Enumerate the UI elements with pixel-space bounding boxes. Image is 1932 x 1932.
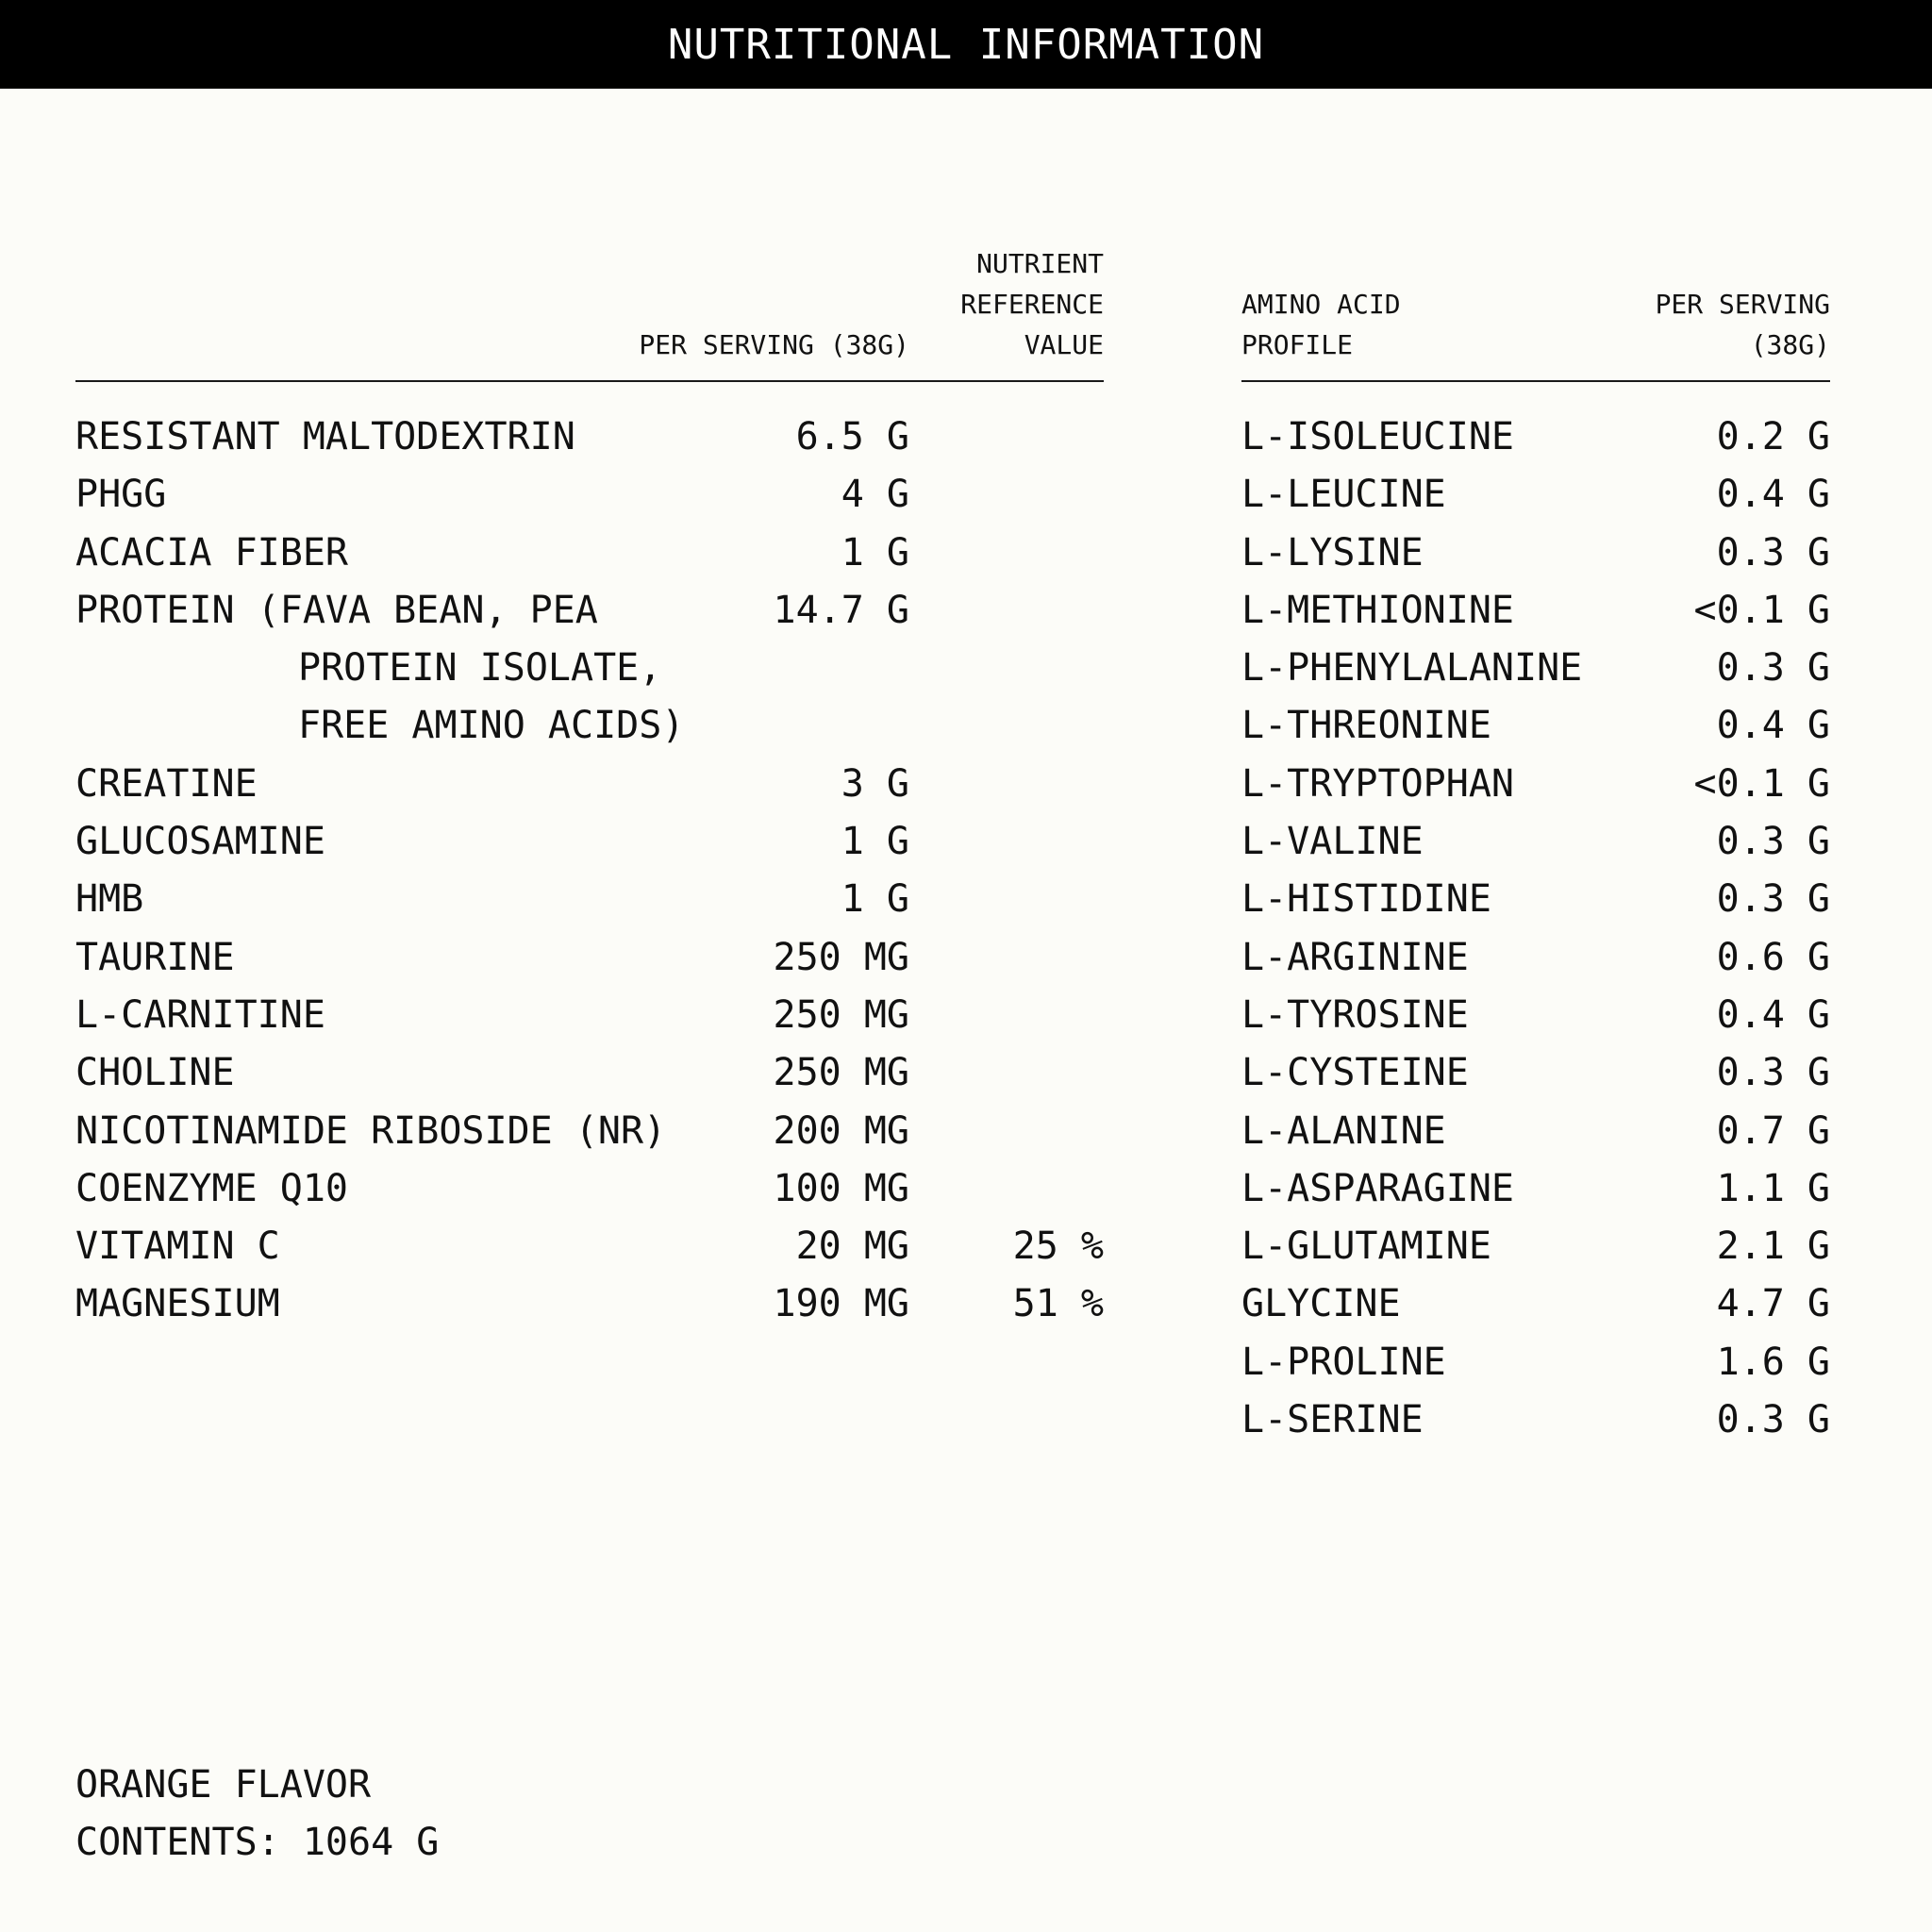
nutrient-amount: 200 MG: [773, 1108, 909, 1153]
nutrient-nrv: 25 %: [1012, 1224, 1104, 1269]
amino-acid-name: L-PROLINE: [1241, 1340, 1446, 1384]
amino-acid-table-header: [1241, 94, 1830, 382]
amino-acid-name: L-PHENYLALANINE: [1241, 646, 1583, 691]
nutrient-name: PROTEIN (FAVA BEAN, PEA: [75, 588, 598, 632]
table-row: [1241, 813, 1830, 871]
amino-acid-amount: 0.4 G: [1716, 704, 1830, 748]
page-title: NUTRITIONAL INFORMATION: [667, 20, 1265, 69]
amino-acid-name: L-TYROSINE: [1241, 992, 1469, 1037]
amino-acid-amount: 0.6 G: [1716, 935, 1830, 979]
amino-acid-name: L-THREONINE: [1241, 704, 1491, 748]
table-row: [75, 1044, 1104, 1102]
nutrient-name: VITAMIN C: [75, 1224, 280, 1269]
nutrient-name: GLUCOSAMINE: [75, 820, 325, 864]
nutrient-amount: 4 G: [841, 473, 909, 517]
table-row: [75, 929, 1104, 987]
amino-acid-amount: 0.3 G: [1716, 646, 1830, 691]
amino-acid-amount: 2.1 G: [1716, 1224, 1830, 1269]
table-row: [1241, 1160, 1830, 1218]
amino-acid-amount: 0.3 G: [1716, 530, 1830, 575]
amino-acid-amount: 1.6 G: [1716, 1340, 1830, 1384]
nutrient-amount: 1 G: [841, 820, 909, 864]
nutrient-name: MAGNESIUM: [75, 1282, 280, 1326]
amino-acid-amount: 0.3 G: [1716, 1051, 1830, 1095]
table-row: [75, 1160, 1104, 1218]
amino-acid-amount: 0.3 G: [1716, 820, 1830, 864]
amino-acid-name: L-CYSTEINE: [1241, 1051, 1469, 1095]
amino-acid-amount: <0.1 G: [1693, 588, 1830, 632]
table-row: [1241, 1275, 1830, 1333]
table-row: [1241, 640, 1830, 697]
amino-acid-name: GLYCINE: [1241, 1282, 1401, 1326]
nutrient-amount: 1 G: [841, 877, 909, 922]
amino-acid-amount: 0.3 G: [1716, 1398, 1830, 1442]
amino-acid-amount: 0.2 G: [1716, 415, 1830, 458]
nutrient-amount: 100 MG: [773, 1166, 909, 1210]
nutrient-name: ACACIA FIBER: [75, 530, 348, 575]
table-row: [75, 756, 1104, 813]
amino-acid-name: L-LEUCINE: [1241, 473, 1446, 517]
nutrient-name: TAURINE: [75, 935, 235, 979]
amino-acid-name: L-SERINE: [1241, 1398, 1424, 1442]
table-row: [75, 1103, 1104, 1160]
amino-acid-name: L-HISTIDINE: [1241, 877, 1491, 922]
table-row: [75, 525, 1104, 582]
amino-acid-table: [1241, 94, 1830, 1442]
nutrient-amount: 20 MG: [795, 1224, 909, 1269]
amino-acid-amount: <0.1 G: [1693, 761, 1830, 806]
nutrient-amount: 250 MG: [773, 935, 909, 979]
product-footer: [75, 1757, 439, 1872]
amino-acid-name: L-ASPARAGINE: [1241, 1166, 1514, 1210]
table-row: [1241, 408, 1830, 466]
amino-acid-amount: 4.7 G: [1716, 1282, 1830, 1326]
nutrient-name: HMB: [75, 877, 144, 922]
amino-acid-name: L-GLUTAMINE: [1241, 1224, 1491, 1269]
amino-acid-amount: 0.4 G: [1716, 992, 1830, 1037]
table-row-continuation: [75, 640, 1104, 697]
amino-acid-name: L-ALANINE: [1241, 1108, 1446, 1153]
nutrient-name: CHOLINE: [75, 1051, 235, 1095]
nutrient-name-continuation: PROTEIN ISOLATE,: [298, 646, 662, 691]
nutrient-name: CREATINE: [75, 761, 258, 806]
nutrient-name: NICOTINAMIDE RIBOSIDE (NR): [75, 1108, 667, 1153]
table-row: [75, 813, 1104, 871]
nutrient-amount: 250 MG: [773, 992, 909, 1037]
nutrient-amount: 190 MG: [773, 1282, 909, 1326]
nutrient-name: COENZYME Q10: [75, 1166, 348, 1210]
table-row: [75, 582, 1104, 640]
nutrient-name-continuation: FREE AMINO ACIDS): [298, 704, 685, 748]
nrv-header: NUTRIENT REFERENCE VALUE: [960, 248, 1104, 360]
nutrient-amount: 1 G: [841, 530, 909, 575]
table-row: [1241, 1334, 1830, 1391]
table-row-continuation: [75, 697, 1104, 755]
nutrient-amount: 14.7 G: [773, 588, 909, 632]
table-row: [1241, 466, 1830, 524]
amino-profile-header: AMINO ACID PROFILE: [1241, 289, 1401, 360]
amino-acid-name: L-LYSINE: [1241, 530, 1424, 575]
table-row: [75, 987, 1104, 1044]
nutrient-nrv: 51 %: [1012, 1282, 1104, 1326]
nutrient-amount: 6.5 G: [795, 415, 909, 458]
nutrition-table-header: [75, 94, 1104, 382]
table-row: [1241, 929, 1830, 987]
per-serving-header: PER SERVING (38G): [639, 329, 909, 360]
amino-acid-name: L-ISOLEUCINE: [1241, 415, 1514, 458]
amino-acid-name: L-VALINE: [1241, 820, 1424, 864]
table-row: [1241, 582, 1830, 640]
nutrient-name: PHGG: [75, 473, 167, 517]
amino-acid-name: L-METHIONINE: [1241, 588, 1514, 632]
title-bar: [0, 0, 1932, 89]
amino-acid-amount: 0.7 G: [1716, 1108, 1830, 1153]
contents-label: CONTENTS: 1064 G: [75, 1821, 440, 1864]
table-row: [1241, 987, 1830, 1044]
nutrient-name: RESISTANT MALTODEXTRIN: [75, 415, 575, 458]
table-row: [1241, 1218, 1830, 1275]
table-row: [1241, 1044, 1830, 1102]
amino-acid-amount: 0.4 G: [1716, 473, 1830, 517]
table-row: [1241, 697, 1830, 755]
table-row: [75, 408, 1104, 466]
amino-acid-name: L-TRYPTOPHAN: [1241, 761, 1514, 806]
table-row: [75, 1275, 1104, 1333]
amino-acid-rows: [1241, 408, 1830, 1449]
table-row: [1241, 525, 1830, 582]
nutrient-amount: 3 G: [841, 761, 909, 806]
amino-per-serving-header: PER SERVING (38G): [1655, 289, 1830, 360]
amino-acid-name: L-ARGININE: [1241, 935, 1469, 979]
table-row: [75, 1218, 1104, 1275]
table-row: [1241, 1103, 1830, 1160]
table-row: [1241, 871, 1830, 928]
table-row: [1241, 756, 1830, 813]
nutrient-amount: 250 MG: [773, 1051, 909, 1095]
nutrition-table: [75, 94, 1104, 1326]
amino-acid-amount: 0.3 G: [1716, 877, 1830, 922]
table-row: [75, 466, 1104, 524]
table-row: [75, 871, 1104, 928]
nutrient-name: L-CARNITINE: [75, 992, 325, 1037]
nutrition-rows: [75, 408, 1104, 1334]
amino-acid-amount: 1.1 G: [1716, 1166, 1830, 1210]
table-row: [1241, 1391, 1830, 1449]
flavor-label: ORANGE FLAVOR: [75, 1763, 372, 1807]
